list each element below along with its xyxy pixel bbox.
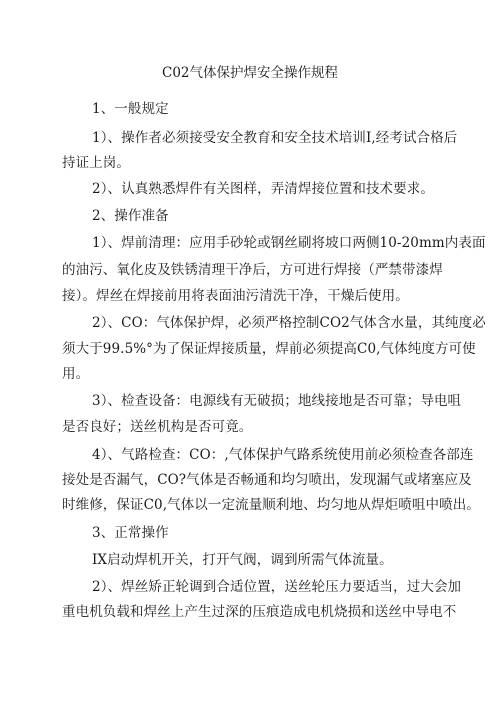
section-heading-general: 1、一般规定 (92, 101, 169, 117)
paragraph-line: 的油污、氧化皮及铁锈清理干净后，方可进行焊接（严禁带漆焊 (62, 262, 443, 278)
paragraph-line: 2）、CO：气体保护焊，必须严格控制CO2气体含水量，其纯度必 (92, 315, 486, 331)
paragraph-line: 1）、操作者必须接受安全教育和安全技术培训I,经考试合格后 (92, 130, 458, 146)
paragraph-line: 接）。焊丝在焊接前用将表面油污清洗干净，干燥后使用。 (62, 288, 409, 304)
paragraph-line: 重电机负载和焊丝上产生过深的压痕造成电机烧损和送丝中导电不 (62, 604, 457, 620)
paragraph-line: 用。 (62, 366, 90, 382)
paragraph-line: 须大于99.5%°为了保证焊接质量，焊前必须提高C0,气体纯度方可使 (62, 341, 476, 357)
paragraph-line: 2）、认真熟悉焊件有关图样，弄清焊接位置和技术要求。 (92, 181, 434, 197)
paragraph-line: 4）、气路检查：CO：,气体保护气路系统使用前必须检查各部连 (92, 447, 474, 463)
paragraph-line: 2）、焊丝矫正轮调到合适位置，送丝轮压力要适当，过大会加 (92, 579, 462, 595)
section-heading-preparation: 2、操作准备 (92, 208, 169, 224)
paragraph-line: 是否良好；送丝机构是否可竟。 (62, 419, 253, 435)
paragraph-line: IX启动焊机开关，打开气阀，调到所需气体流量。 (92, 552, 393, 568)
document-title: C02气体保护焊安全操作规程 (161, 65, 338, 81)
paragraph-line: 1）、焊前清理：应用手砂轮或钢丝刷将坡口两侧10-20mm内表面 (92, 235, 486, 251)
paragraph-line: 时维修，保证C0,气体以一定流量顺利地、均匀地从焊炬喷咀中喷出。 (62, 497, 480, 513)
section-heading-normal-operation: 3、正常操作 (92, 525, 169, 541)
paragraph-line: 持证上岗。 (62, 155, 130, 171)
paragraph-line: 接处是否漏气，CO?气体是否畅通和均匀喷出，发现漏气或堵塞应及 (62, 472, 472, 488)
paragraph-line: 3）、检查设备：电源线有无破损；地线接地是否可靠；导电咀 (92, 393, 462, 409)
